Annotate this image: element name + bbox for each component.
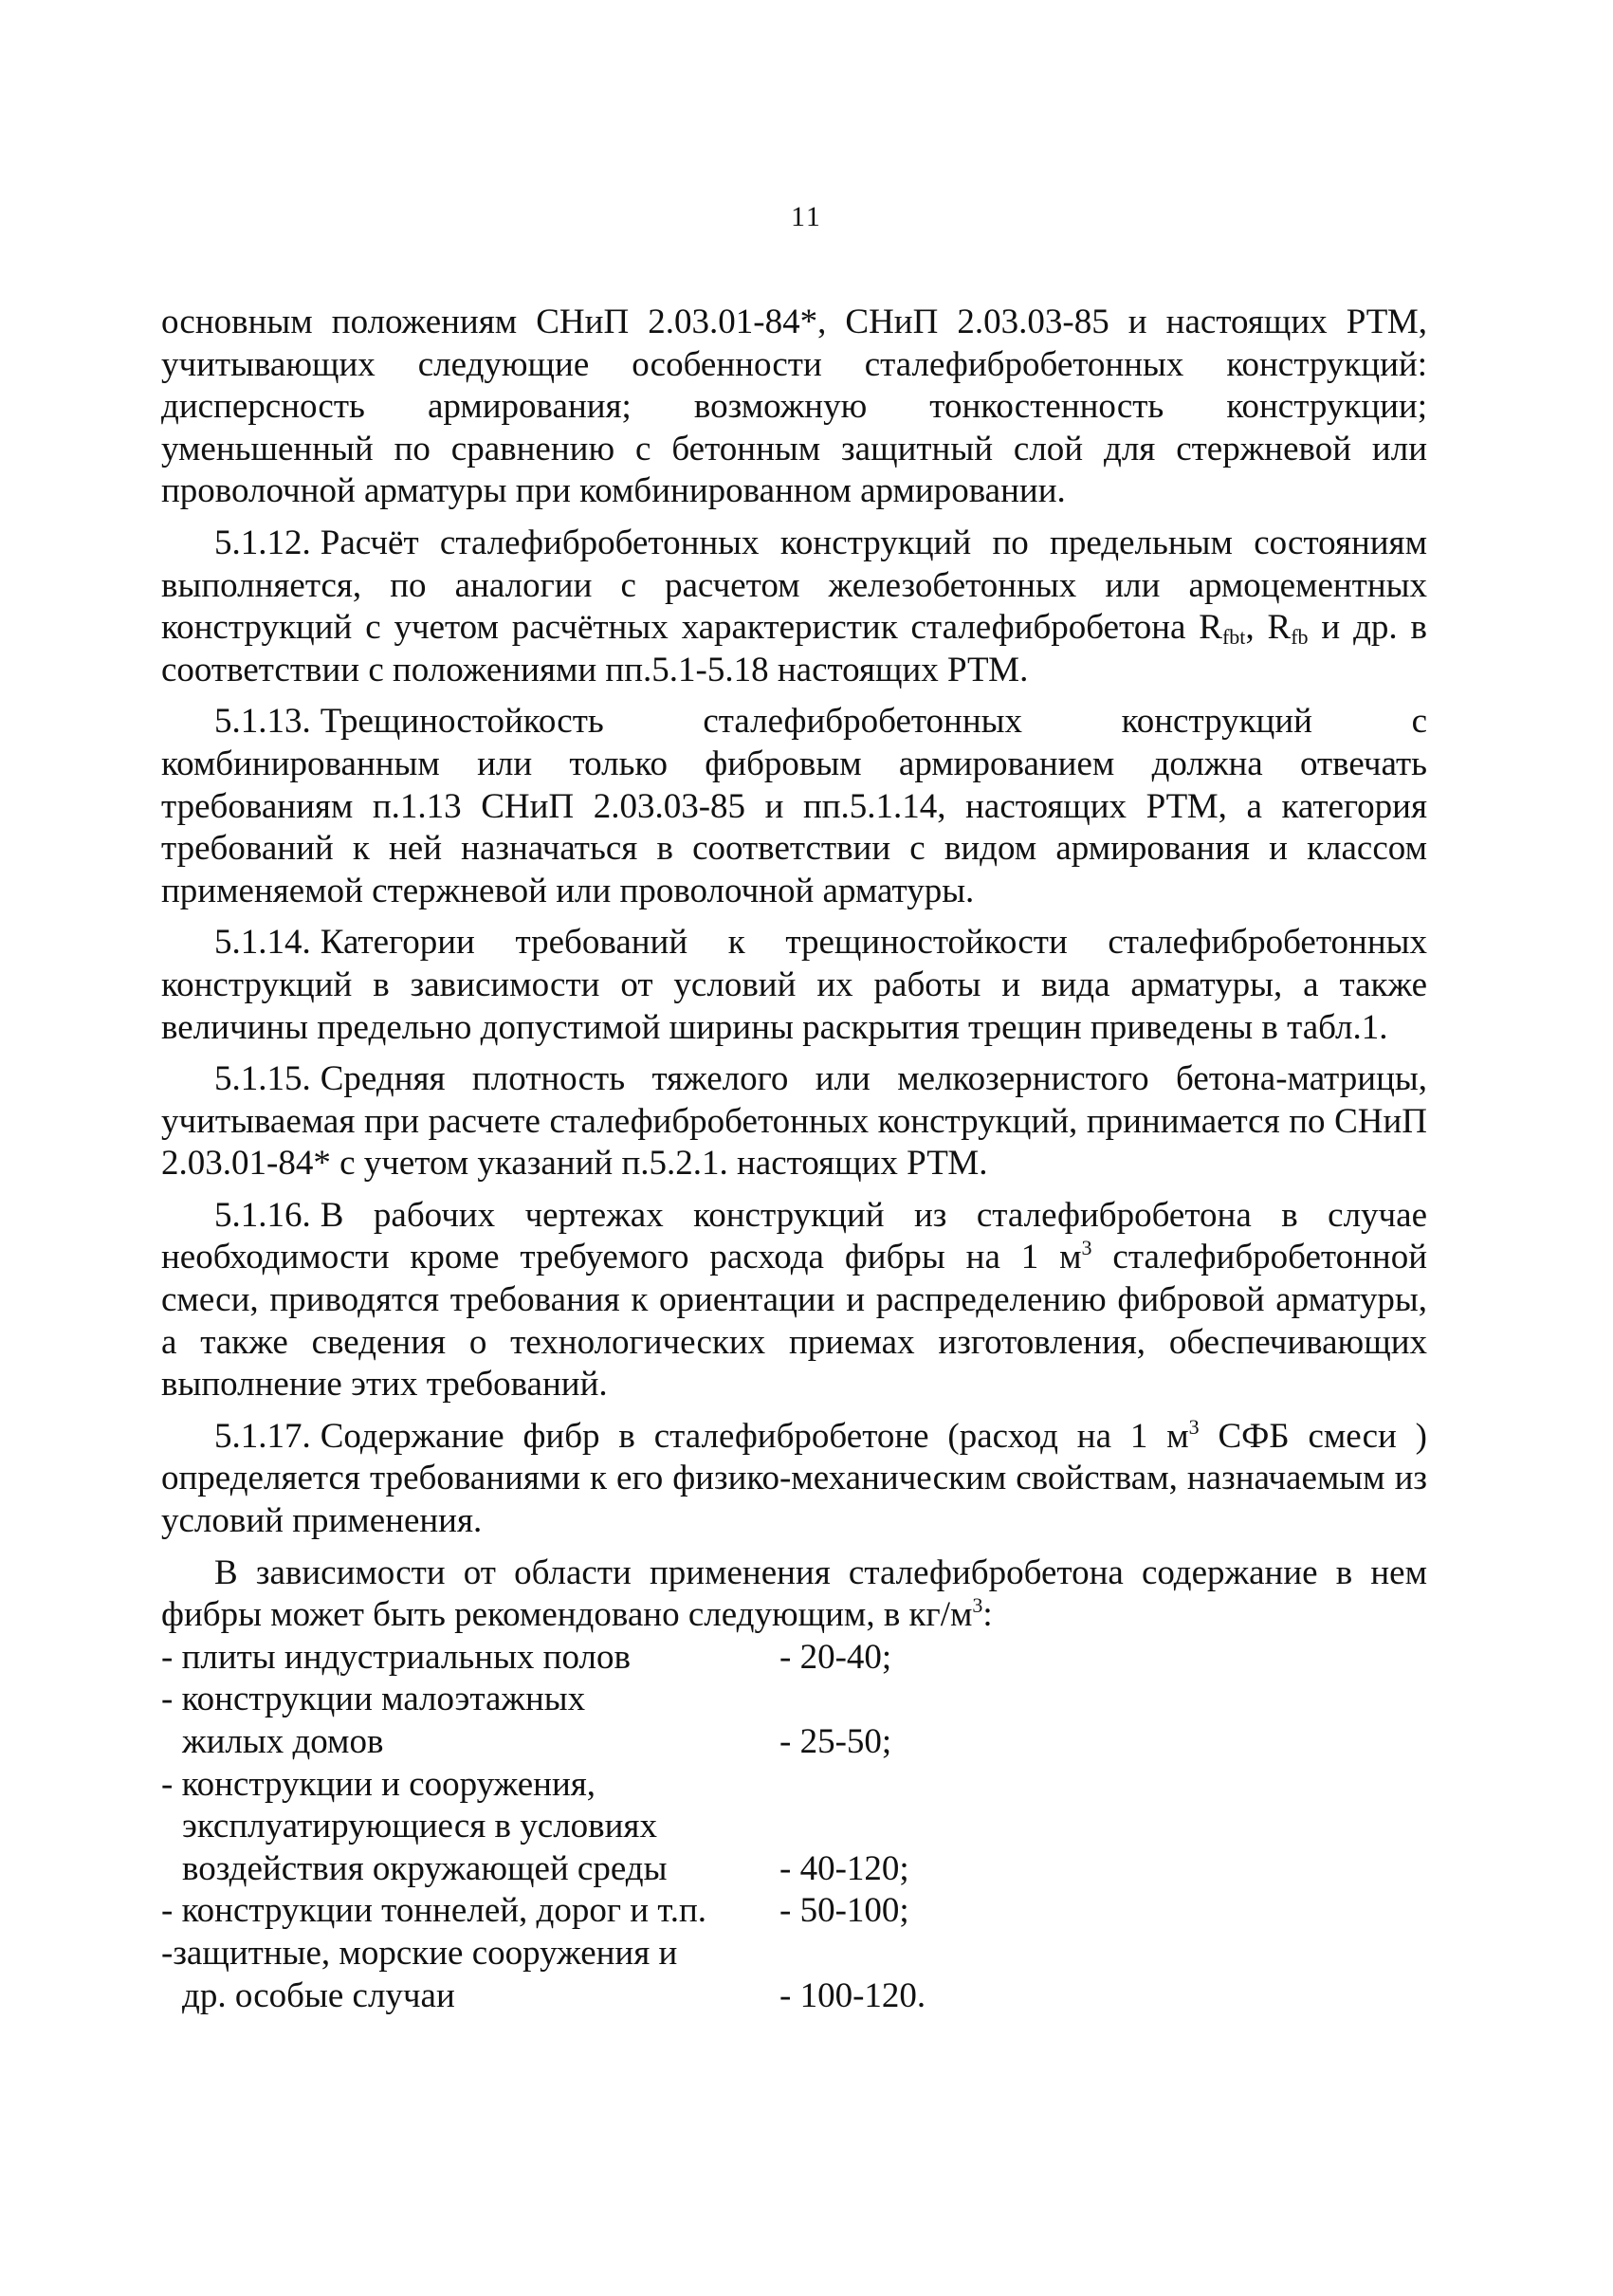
list-item-label [161, 1764, 768, 1891]
clause-text: Средняя плотность тяжелого или мелкозернистого бетона-матрицы, учитываемая при расчете сталефибробетонных конструкций, принимается по СНиП 2.03.01-84* с учетом указаний п.5.2.1. настоящих РТМ. [161, 1059, 1427, 1184]
clause-5-1-15 [161, 1058, 1427, 1185]
list-item-value: - 25-50; [779, 1722, 892, 1761]
intro-paragraph: основным положениям СНиП 2.03.01-84*, СНиП 2.03.03-85 и настоящих РТМ, учитывающих следующие особенности сталефибробетонных конструкций: дисперсность армирования; возможную тонкостенность конструкции; уменьшенный по сравнению с бетонным защитный слой для стержневой или проволочной арматуры при комбинированном армировании. [161, 303, 1427, 511]
clause-5-1-14 [161, 922, 1427, 1049]
list-item-value: - 20-40; [779, 1637, 892, 1677]
clause-text: Содержание фибр в сталефибробетоне (расход на 1 м [320, 1416, 1189, 1456]
list-item-line: воздействия окружающей среды [182, 1848, 668, 1888]
list-item-value: - 100-120. [779, 1975, 926, 2015]
list-item-value: - 50-100; [779, 1891, 909, 1931]
list-item [161, 1890, 1427, 1933]
list-item-line: - конструкции тоннелей, дорог и т.п. [161, 1891, 707, 1931]
list-item-label [161, 1890, 768, 1933]
superscript-3: 3 [1188, 1414, 1200, 1439]
list-item-line: жилых домов [182, 1722, 384, 1761]
list-item-label [161, 1679, 768, 1763]
clause-number: 5.1.17. [214, 1416, 311, 1456]
clause-text: , R [1245, 608, 1292, 648]
page-number: 11 [791, 201, 822, 232]
document-body [161, 302, 1427, 2017]
list-item-line: - плиты индустриальных полов [161, 1637, 631, 1677]
subscript-fbt: fbt [1221, 625, 1246, 650]
clause-text: Расчёт сталефибробетонных конструкций по предельным состояниям выполняется, по аналогии с расчетом железобетонных или армоцементных конструкций с учетом расчётных характеристик сталефибробетона R [161, 523, 1427, 648]
clause-text: В рабочих чертежах конструкций из сталефибробетона в случае необходимости кроме требуемого расхода фибры на 1 м [161, 1195, 1427, 1277]
clause-5-1-12 [161, 523, 1427, 691]
clause-text: Трещиностойкость сталефибробетонных конструкций с комбинированным или только фибровым армированием должна отвечать требованиям п.1.13 СНиП 2.03.03-85 и пп.5.1.14, настоящих РТМ, а категория требований к ней назначаться в соответствии с видом армирования и классом применяемой стержневой или проволочной арматуры. [161, 702, 1427, 910]
clause-5-1-17 [161, 1416, 1427, 1543]
dosage-list [161, 1637, 1427, 2017]
list-item-line: эксплуатирующиеся в условиях [182, 1807, 657, 1846]
superscript-3: 3 [972, 1593, 983, 1618]
list-item-label [161, 1933, 768, 2017]
list-item [161, 1679, 1427, 1763]
clause-text: Категории требований к трещиностойкости сталефибробетонных конструкций в зависимости от условий их работы и вида арматуры, а также величины предельно допустимой ширины раскрытия трещин приведены в табл.1. [161, 923, 1427, 1047]
clause-number: 5.1.14. [214, 923, 311, 963]
superscript-3: 3 [1081, 1236, 1092, 1260]
clause-number: 5.1.15. [214, 1059, 311, 1099]
clause-text: и др. в соответствии с положениями пп.5.1-5.18 настоящих РТМ. [161, 608, 1427, 689]
clause-5-1-13 [161, 701, 1427, 912]
list-item-line: - конструкции и сооружения, [161, 1764, 596, 1804]
list-item-line: -защитные, морские сооружения и [161, 1933, 678, 1973]
dosage-intro [161, 1552, 1427, 1637]
clause-number: 5.1.13. [214, 702, 311, 742]
list-item [161, 1933, 1427, 2017]
clause-number: 5.1.12. [214, 523, 311, 562]
list-item-line: - конструкции малоэтажных [161, 1680, 586, 1719]
list-item-label [161, 1637, 768, 1680]
clause-number: 5.1.16. [214, 1195, 311, 1235]
dosage-intro-colon: : [982, 1595, 993, 1635]
clause-text: СФБ смеси ) определяется требованиями к его физико-механическим свойствам, назначаемым из условий применения. [161, 1416, 1427, 1541]
dosage-intro-text: В зависимости от области применения сталефибробетона содержание в нем фибры может быть рекомендовано следующим, в кг/м [161, 1552, 1427, 1635]
list-item [161, 1637, 1427, 1680]
list-item-value: - 40-120; [779, 1848, 909, 1888]
clause-text: сталефибробетонной смеси, приводятся требования к ориентации и распределению фибровой арматуры, а также сведения о технологических приемах изготовления, обеспечивающих выполнение этих требований. [161, 1238, 1427, 1405]
clause-5-1-16 [161, 1195, 1427, 1406]
list-item-line: др. особые случаи [182, 1975, 455, 2015]
subscript-fb: fb [1291, 625, 1309, 650]
list-item [161, 1764, 1427, 1891]
